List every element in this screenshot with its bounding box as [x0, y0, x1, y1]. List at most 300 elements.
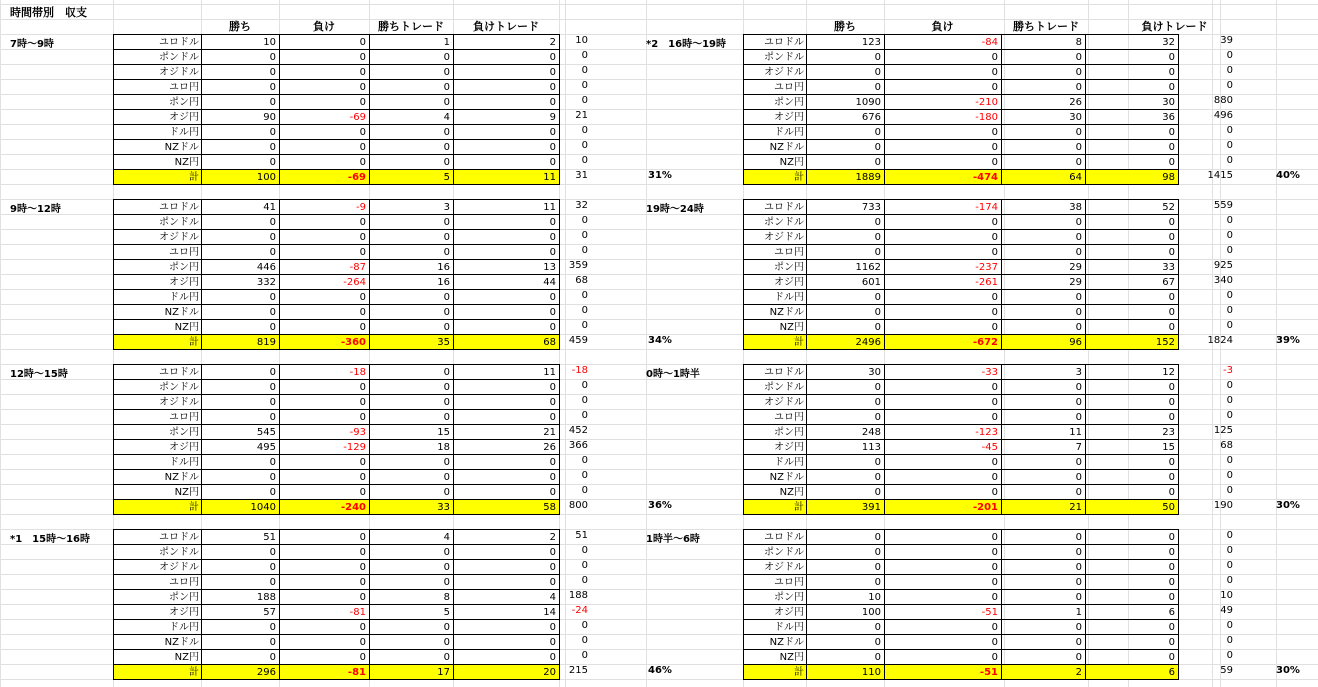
- loss-trades-cell: 33: [1086, 260, 1179, 275]
- column-header: 負けトレード: [473, 20, 539, 33]
- win-cell: 0: [807, 395, 885, 410]
- loss-trades-cell: 0: [1086, 455, 1179, 470]
- win-cell: 545: [202, 425, 280, 440]
- win-cell: 0: [202, 485, 280, 500]
- table-row: [744, 140, 1179, 155]
- net-value-cell: 0: [581, 575, 588, 586]
- net-value-cell: 0: [1226, 395, 1233, 406]
- net-value-cell: 0: [581, 245, 588, 256]
- win-trades-cell: 15: [370, 425, 454, 440]
- win-cell: 2496: [807, 335, 885, 350]
- net-value-cell: 0: [1226, 560, 1233, 571]
- table-row: [744, 320, 1179, 335]
- loss-cell: -360: [280, 335, 370, 350]
- win-trades-cell: 0: [1002, 455, 1086, 470]
- loss-cell: 0: [280, 620, 370, 635]
- net-value-cell: 0: [581, 320, 588, 331]
- net-value-cell: 0: [581, 80, 588, 91]
- table-row: [114, 410, 560, 425]
- win-cell: 0: [807, 125, 885, 140]
- net-value-cell: 0: [1226, 455, 1233, 466]
- win-cell: 0: [807, 650, 885, 665]
- win-trades-cell: 3: [370, 200, 454, 215]
- win-trades-cell: 0: [370, 305, 454, 320]
- loss-cell: 0: [280, 380, 370, 395]
- table-row: [744, 545, 1179, 560]
- net-value-cell: 0: [581, 545, 588, 556]
- win-trades-cell: 35: [370, 335, 454, 350]
- win-trades-cell: 38: [1002, 200, 1086, 215]
- loss-trades-cell: 0: [454, 215, 560, 230]
- currency-pair-cell: NZ円: [114, 650, 202, 665]
- win-trades-cell: 5: [370, 605, 454, 620]
- net-value-cell: 0: [1226, 620, 1233, 631]
- win-cell: 446: [202, 260, 280, 275]
- loss-trades-cell: 0: [1086, 545, 1179, 560]
- win-trades-cell: 0: [1002, 575, 1086, 590]
- win-cell: 0: [202, 380, 280, 395]
- win-trades-cell: 17: [370, 665, 454, 680]
- currency-pair-cell: NZドル: [744, 140, 807, 155]
- loss-trades-cell: 0: [1086, 590, 1179, 605]
- net-value-cell: 32: [575, 200, 588, 211]
- currency-pair-cell: ポンドル: [744, 545, 807, 560]
- loss-cell: 0: [280, 155, 370, 170]
- currency-pair-cell: ポン円: [114, 260, 202, 275]
- win-trades-cell: 96: [1002, 335, 1086, 350]
- currency-pair-cell: ドル円: [744, 125, 807, 140]
- net-value-cell: 0: [1226, 410, 1233, 421]
- win-cell: 0: [202, 365, 280, 380]
- table-row: [114, 320, 560, 335]
- total-label: 計: [114, 170, 202, 185]
- win-cell: 0: [807, 65, 885, 80]
- loss-cell: 0: [280, 320, 370, 335]
- loss-trades-cell: 15: [1086, 440, 1179, 455]
- loss-trades-cell: 0: [1086, 485, 1179, 500]
- time-slot-label: *2 16時～19時: [646, 39, 727, 50]
- loss-cell: 0: [885, 395, 1002, 410]
- loss-trades-cell: 0: [454, 575, 560, 590]
- win-trades-cell: 8: [1002, 35, 1086, 50]
- table-row: [744, 530, 1179, 545]
- currency-pair-cell: ポンドル: [114, 50, 202, 65]
- loss-cell: 0: [280, 215, 370, 230]
- loss-cell: -264: [280, 275, 370, 290]
- win-trades-cell: 0: [370, 125, 454, 140]
- win-trades-cell: 3: [1002, 365, 1086, 380]
- table-row: [114, 605, 560, 620]
- sheet-title: 時間帯別 収支: [10, 6, 87, 19]
- currency-pair-cell: NZドル: [744, 470, 807, 485]
- loss-trades-cell: 0: [1086, 470, 1179, 485]
- net-value-cell: 0: [581, 380, 588, 391]
- currency-pair-cell: オジドル: [744, 230, 807, 245]
- loss-trades-cell: 13: [454, 260, 560, 275]
- currency-pair-cell: ユロドル: [114, 35, 202, 50]
- loss-trades-cell: 0: [454, 485, 560, 500]
- net-value-cell: 68: [575, 275, 588, 286]
- loss-cell: 0: [885, 560, 1002, 575]
- currency-pair-cell: オジドル: [114, 65, 202, 80]
- table-row: [744, 470, 1179, 485]
- loss-cell: -129: [280, 440, 370, 455]
- net-value-cell: 0: [1226, 545, 1233, 556]
- win-cell: 0: [807, 530, 885, 545]
- loss-trades-cell: 0: [1086, 395, 1179, 410]
- loss-trades-cell: 0: [1086, 140, 1179, 155]
- table-row: [114, 35, 560, 50]
- time-slot-table: [743, 34, 1179, 185]
- win-trades-cell: 0: [370, 215, 454, 230]
- total-label: 計: [744, 500, 807, 515]
- net-value-cell: 0: [1226, 470, 1233, 481]
- net-value-cell: 51: [575, 530, 588, 541]
- currency-pair-cell: NZ円: [744, 485, 807, 500]
- table-row: [744, 65, 1179, 80]
- loss-cell: 0: [280, 455, 370, 470]
- time-slot-table: [743, 529, 1179, 680]
- loss-trades-cell: 0: [454, 245, 560, 260]
- loss-cell: -93: [280, 425, 370, 440]
- loss-trades-cell: 98: [1086, 170, 1179, 185]
- loss-cell: -87: [280, 260, 370, 275]
- total-row: [114, 170, 560, 185]
- loss-cell: -261: [885, 275, 1002, 290]
- loss-trades-cell: 0: [1086, 305, 1179, 320]
- win-trades-cell: 0: [370, 620, 454, 635]
- loss-cell: 0: [885, 485, 1002, 500]
- loss-cell: 0: [280, 140, 370, 155]
- loss-trades-cell: 0: [1086, 125, 1179, 140]
- loss-trades-cell: 23: [1086, 425, 1179, 440]
- table-row: [114, 365, 560, 380]
- win-trades-cell: 0: [370, 455, 454, 470]
- net-value-cell: 359: [568, 260, 588, 271]
- win-trades-cell: 29: [1002, 260, 1086, 275]
- loss-trades-cell: 0: [454, 95, 560, 110]
- table-row: [744, 290, 1179, 305]
- win-trades-cell: 0: [370, 140, 454, 155]
- currency-pair-cell: ユロ円: [114, 575, 202, 590]
- net-value-cell: 0: [1226, 155, 1233, 166]
- net-value-cell: 188: [568, 590, 588, 601]
- time-slot-table: [743, 364, 1179, 515]
- currency-pair-cell: ユロドル: [744, 200, 807, 215]
- net-value-cell: 1415: [1207, 170, 1233, 181]
- currency-pair-cell: オジ円: [744, 440, 807, 455]
- win-cell: 332: [202, 275, 280, 290]
- win-cell: 0: [807, 560, 885, 575]
- win-cell: 0: [202, 125, 280, 140]
- currency-pair-cell: ユロドル: [744, 365, 807, 380]
- net-value-cell: 0: [1226, 80, 1233, 91]
- loss-trades-cell: 0: [454, 230, 560, 245]
- net-value-cell: 0: [581, 305, 588, 316]
- table-row: [114, 95, 560, 110]
- table-row: [744, 35, 1179, 50]
- net-value-cell: 0: [1226, 320, 1233, 331]
- net-value-cell: 39: [1220, 35, 1233, 46]
- net-value-cell: 800: [568, 500, 588, 511]
- loss-cell: 0: [280, 50, 370, 65]
- time-slot-table: [113, 529, 560, 680]
- net-value-cell: 459: [568, 335, 588, 346]
- win-cell: 0: [202, 470, 280, 485]
- loss-cell: -45: [885, 440, 1002, 455]
- win-trades-cell: 0: [370, 95, 454, 110]
- loss-cell: 0: [280, 290, 370, 305]
- win-trades-cell: 0: [370, 650, 454, 665]
- win-cell: 188: [202, 590, 280, 605]
- win-cell: 0: [202, 290, 280, 305]
- loss-trades-cell: 0: [1086, 650, 1179, 665]
- loss-cell: -174: [885, 200, 1002, 215]
- net-value-cell: -24: [571, 605, 588, 616]
- net-value-cell: 0: [581, 65, 588, 76]
- win-trades-cell: 26: [1002, 95, 1086, 110]
- table-row: [744, 605, 1179, 620]
- currency-pair-cell: ドル円: [744, 620, 807, 635]
- loss-cell: 0: [280, 545, 370, 560]
- loss-cell: 0: [280, 245, 370, 260]
- table-row: [744, 110, 1179, 125]
- loss-trades-cell: 6: [1086, 665, 1179, 680]
- win-cell: 0: [202, 95, 280, 110]
- loss-trades-cell: 0: [454, 50, 560, 65]
- net-value-cell: 880: [1213, 95, 1233, 106]
- net-value-cell: 21: [575, 110, 588, 121]
- loss-cell: 0: [885, 635, 1002, 650]
- loss-cell: 0: [885, 410, 1002, 425]
- win-cell: 0: [202, 80, 280, 95]
- loss-trades-cell: 0: [1086, 155, 1179, 170]
- time-slot-label: 12時～15時: [10, 369, 68, 380]
- loss-trades-cell: 32: [1086, 35, 1179, 50]
- currency-pair-cell: NZ円: [114, 155, 202, 170]
- loss-cell: 0: [885, 140, 1002, 155]
- win-cell: 0: [202, 305, 280, 320]
- table-row: [114, 470, 560, 485]
- currency-pair-cell: ユロ円: [744, 245, 807, 260]
- win-trades-cell: 0: [370, 320, 454, 335]
- loss-trades-cell: 0: [454, 545, 560, 560]
- win-trades-cell: 0: [1002, 65, 1086, 80]
- currency-pair-cell: ユロ円: [744, 575, 807, 590]
- win-cell: 90: [202, 110, 280, 125]
- win-trades-cell: 16: [370, 275, 454, 290]
- column-header: 負け: [931, 20, 954, 33]
- loss-trades-cell: 68: [454, 335, 560, 350]
- net-value-cell: 0: [1226, 125, 1233, 136]
- loss-cell: -9: [280, 200, 370, 215]
- loss-trades-cell: 0: [1086, 575, 1179, 590]
- currency-pair-cell: ポンドル: [114, 215, 202, 230]
- table-row: [114, 530, 560, 545]
- win-trades-cell: 0: [1002, 380, 1086, 395]
- win-cell: 0: [807, 290, 885, 305]
- currency-pair-cell: ユロ円: [114, 410, 202, 425]
- win-trades-cell: 16: [370, 260, 454, 275]
- loss-cell: 0: [280, 80, 370, 95]
- win-cell: 0: [202, 575, 280, 590]
- win-rate-percent: 39%: [1276, 335, 1300, 346]
- loss-cell: 0: [885, 530, 1002, 545]
- currency-pair-cell: NZ円: [114, 320, 202, 335]
- time-slot-table: [113, 34, 560, 185]
- win-trades-cell: 0: [1002, 320, 1086, 335]
- win-trades-cell: 0: [370, 410, 454, 425]
- currency-pair-cell: オジ円: [114, 605, 202, 620]
- table-row: [114, 575, 560, 590]
- table-row: [114, 380, 560, 395]
- loss-trades-cell: 20: [454, 665, 560, 680]
- table-row: [744, 575, 1179, 590]
- table-row: [744, 635, 1179, 650]
- currency-pair-cell: ドル円: [744, 455, 807, 470]
- loss-cell: 0: [280, 590, 370, 605]
- net-value-cell: 0: [581, 485, 588, 496]
- loss-cell: 0: [280, 410, 370, 425]
- net-value-cell: 340: [1213, 275, 1233, 286]
- loss-trades-cell: 58: [454, 500, 560, 515]
- net-value-cell: 0: [581, 410, 588, 421]
- win-trades-cell: 0: [370, 80, 454, 95]
- win-trades-cell: 0: [370, 65, 454, 80]
- loss-cell: -237: [885, 260, 1002, 275]
- currency-pair-cell: オジ円: [744, 605, 807, 620]
- table-row: [744, 620, 1179, 635]
- win-cell: 0: [202, 230, 280, 245]
- currency-pair-cell: ユロドル: [744, 530, 807, 545]
- loss-trades-cell: 6: [1086, 605, 1179, 620]
- win-cell: 391: [807, 500, 885, 515]
- net-value-cell: -3: [1223, 365, 1233, 376]
- loss-trades-cell: 0: [454, 305, 560, 320]
- currency-pair-cell: ユロ円: [114, 245, 202, 260]
- win-rate-percent: 40%: [1276, 170, 1300, 181]
- net-value-cell: 0: [1226, 650, 1233, 661]
- win-cell: 100: [807, 605, 885, 620]
- total-row: [744, 335, 1179, 350]
- win-cell: 0: [202, 620, 280, 635]
- table-row: [744, 395, 1179, 410]
- win-cell: 601: [807, 275, 885, 290]
- win-cell: 0: [807, 305, 885, 320]
- loss-cell: 0: [280, 230, 370, 245]
- net-value-cell: -18: [571, 365, 588, 376]
- win-cell: 819: [202, 335, 280, 350]
- win-trades-cell: 0: [370, 560, 454, 575]
- table-row: [114, 395, 560, 410]
- table-row: [114, 260, 560, 275]
- currency-pair-cell: ユロドル: [114, 365, 202, 380]
- win-trades-cell: 4: [370, 110, 454, 125]
- loss-cell: 0: [280, 125, 370, 140]
- loss-cell: 0: [280, 95, 370, 110]
- loss-trades-cell: 0: [454, 560, 560, 575]
- time-slot-label: 0時～1時半: [646, 369, 700, 380]
- table-row: [114, 635, 560, 650]
- currency-pair-cell: ドル円: [114, 125, 202, 140]
- column-header: 勝ちトレード: [378, 20, 444, 33]
- loss-trades-cell: 21: [454, 425, 560, 440]
- net-value-cell: 190: [1213, 500, 1233, 511]
- currency-pair-cell: NZドル: [744, 635, 807, 650]
- currency-pair-cell: ポン円: [114, 590, 202, 605]
- win-cell: 57: [202, 605, 280, 620]
- loss-trades-cell: 0: [454, 380, 560, 395]
- net-value-cell: 59: [1220, 665, 1233, 676]
- loss-trades-cell: 12: [1086, 365, 1179, 380]
- currency-pair-cell: オジ円: [114, 275, 202, 290]
- loss-trades-cell: 9: [454, 110, 560, 125]
- win-cell: 0: [807, 620, 885, 635]
- win-cell: 0: [807, 485, 885, 500]
- loss-trades-cell: 14: [454, 605, 560, 620]
- total-label: 計: [744, 170, 807, 185]
- column-header: 勝ち: [834, 20, 856, 33]
- win-cell: 733: [807, 200, 885, 215]
- win-cell: 676: [807, 110, 885, 125]
- net-value-cell: 0: [581, 650, 588, 661]
- net-value-cell: 0: [581, 470, 588, 481]
- loss-trades-cell: 0: [454, 620, 560, 635]
- net-value-cell: 0: [1226, 230, 1233, 241]
- loss-trades-cell: 0: [1086, 50, 1179, 65]
- win-trades-cell: 64: [1002, 170, 1086, 185]
- loss-cell: 0: [280, 395, 370, 410]
- win-cell: 0: [202, 50, 280, 65]
- table-row: [114, 230, 560, 245]
- currency-pair-cell: ユロドル: [114, 530, 202, 545]
- currency-pair-cell: ポンドル: [114, 545, 202, 560]
- loss-trades-cell: 11: [454, 170, 560, 185]
- loss-trades-cell: 30: [1086, 95, 1179, 110]
- table-row: [744, 125, 1179, 140]
- net-value-cell: 0: [1226, 575, 1233, 586]
- table-row: [744, 200, 1179, 215]
- win-trades-cell: 33: [370, 500, 454, 515]
- win-rate-percent: 30%: [1276, 500, 1300, 511]
- net-value-cell: 68: [1220, 440, 1233, 451]
- net-value-cell: 0: [581, 290, 588, 301]
- time-slot-label: 1時半～6時: [646, 534, 700, 545]
- table-row: [744, 80, 1179, 95]
- loss-cell: 0: [885, 215, 1002, 230]
- loss-cell: 0: [885, 50, 1002, 65]
- loss-cell: 0: [280, 305, 370, 320]
- currency-pair-cell: ポン円: [744, 260, 807, 275]
- win-trades-cell: 0: [370, 545, 454, 560]
- win-cell: 100: [202, 170, 280, 185]
- table-row: [114, 125, 560, 140]
- currency-pair-cell: ポン円: [114, 425, 202, 440]
- table-row: [114, 290, 560, 305]
- total-label: 計: [114, 500, 202, 515]
- loss-cell: 0: [885, 80, 1002, 95]
- win-cell: 123: [807, 35, 885, 50]
- loss-cell: -180: [885, 110, 1002, 125]
- loss-cell: 0: [280, 635, 370, 650]
- loss-cell: 0: [885, 125, 1002, 140]
- net-value-cell: 0: [1226, 380, 1233, 391]
- loss-cell: -201: [885, 500, 1002, 515]
- table-row: [744, 590, 1179, 605]
- table-row: [114, 650, 560, 665]
- win-rate-percent: 31%: [648, 170, 672, 181]
- currency-pair-cell: NZ円: [744, 155, 807, 170]
